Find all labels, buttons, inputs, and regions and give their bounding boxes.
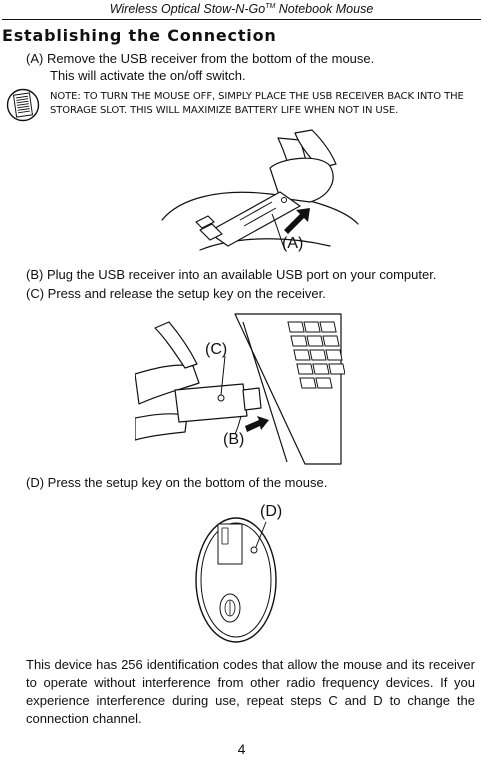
header-title-text: Wireless Optical Stow-N-Go [109, 2, 266, 16]
callout-c: (C) [205, 341, 228, 358]
step-c-text: (C) Press and release the setup key on the receiver. [26, 286, 326, 301]
usb-receiver-body [175, 384, 247, 422]
step-a-text: (A) Remove the USB receiver from the bottom of the mouse. [26, 51, 375, 66]
note-icon [6, 88, 40, 122]
callout-a: (A) [282, 235, 304, 252]
header-title-suffix: Notebook Mouse [275, 2, 374, 16]
step-b-text: (B) Plug the USB receiver into an available USB port on your computer. [26, 267, 437, 282]
section-title: Establishing the Connection [2, 26, 277, 45]
arrow-icon [245, 416, 269, 432]
note-text: NOTE: TO TURN THE MOUSE OFF, SIMPLY PLACE THE USB RECEIVER BACK INTO THE STORAGE SLOT. THIS WILL MAXIMIZE BATTERY LIFE WHEN NOT IN USE. [50, 91, 464, 116]
figure-remove-receiver [160, 128, 360, 258]
step-d-text: (D) Press the setup key on the bottom of the mouse. [26, 475, 328, 490]
step-a-text-continued: This will activate the on/off switch. [50, 68, 246, 83]
figure-mouse-bottom [190, 500, 300, 646]
finger-top [155, 322, 197, 368]
header-divider [2, 19, 481, 20]
usb-connector [243, 388, 261, 410]
page-number: 4 [237, 741, 246, 757]
callout-b: (B) [223, 431, 245, 448]
header-title [0, 2, 483, 16]
body-paragraph: This device has 256 identification codes that allow the mouse and its receiver to operate without interference from other radio frequency devices. If you experience interference during use, repeat steps C and D to change the connection channel. [26, 657, 475, 726]
trademark-mark: TM [265, 2, 276, 10]
figure-plug-receiver [135, 308, 345, 466]
callout-d: (D) [260, 503, 283, 520]
